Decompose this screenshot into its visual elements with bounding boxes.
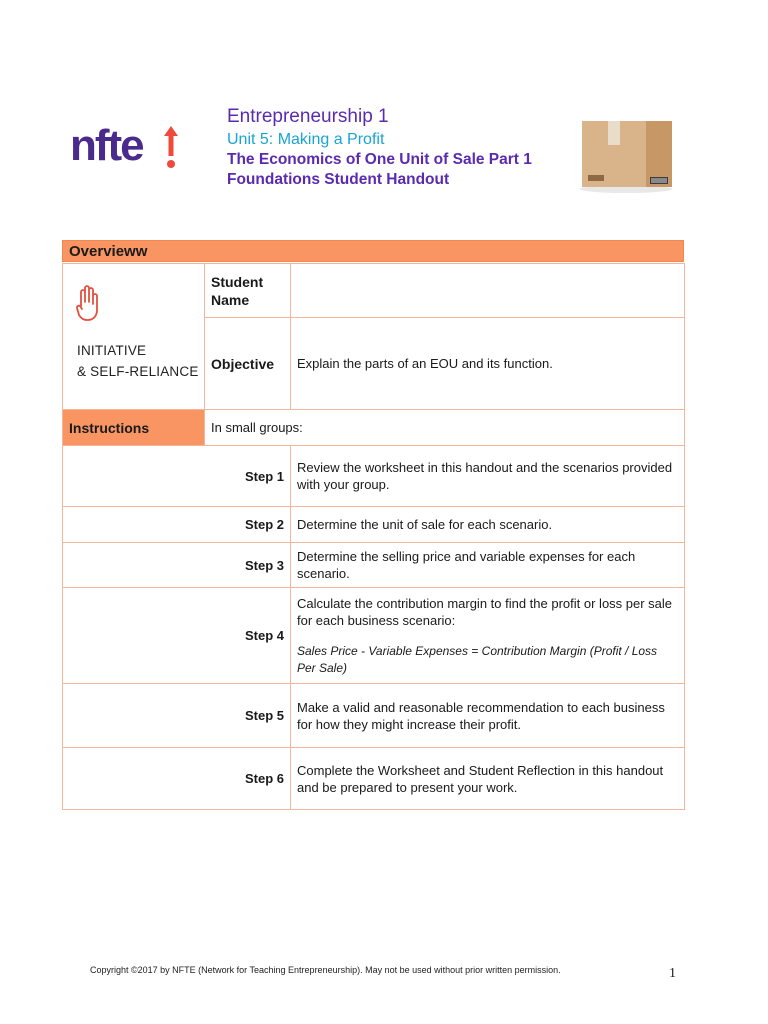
step-text: Determine the unit of sale for each scenario. — [291, 507, 685, 543]
step-text: Calculate the contribution margin to find the profit or loss per sale for each business scenario: — [297, 595, 673, 628]
page-number: 1 — [669, 966, 676, 981]
step-label: Step 2 — [63, 507, 291, 543]
step-label: Step 6 — [63, 748, 291, 810]
instructions-label: Instructions — [63, 410, 205, 446]
handout-title: Foundations Student Handout — [227, 171, 450, 188]
instructions-intro: In small groups: — [205, 410, 685, 446]
step-label: Step 5 — [63, 684, 291, 748]
initiative-badge-cell — [63, 264, 205, 410]
objective-text: Explain the parts of an EOU and its function. — [291, 318, 685, 410]
table-row — [63, 507, 685, 543]
step-label: Step 1 — [63, 446, 291, 507]
document-header — [227, 105, 532, 190]
formula-text: Sales Price - Variable Expenses = Contribution Margin (Profit / Loss Per Sale) — [297, 643, 658, 675]
logo-text: nfte — [70, 121, 143, 170]
step-text: Make a valid and reasonable recommendation to each business for how they might increase their profit. — [291, 684, 685, 748]
initiative-label — [77, 340, 199, 382]
instructions-table — [62, 263, 685, 810]
step-text: Determine the selling price and variable expenses for each scenario. — [291, 543, 685, 588]
table-row — [63, 748, 685, 810]
badge-line-2: & SELF-RELIANCE — [77, 364, 199, 379]
step-text: Review the worksheet in this handout and the scenarios provided with your group. — [291, 446, 685, 507]
step-text: Complete the Worksheet and Student Reflection in this handout and be prepared to present your work. — [291, 748, 685, 810]
overview-header: Overvieww — [62, 240, 684, 262]
table-row — [63, 543, 685, 588]
course-title: Entrepreneurship 1 — [227, 106, 389, 127]
step-label: Step 3 — [63, 543, 291, 588]
table-row — [63, 446, 685, 507]
student-name-field[interactable] — [291, 264, 685, 318]
raised-hand-icon — [75, 284, 101, 324]
table-row — [63, 588, 685, 684]
student-name-label: Student Name — [205, 264, 291, 318]
arrow-up-icon — [164, 126, 178, 170]
copyright-footer: Copyright ©2017 by NFTE (Network for Teaching Entrepreneurship). May not be used without prior written permission. — [90, 965, 561, 975]
table-row — [63, 684, 685, 748]
lesson-title: The Economics of One Unit of Sale Part 1 — [227, 151, 532, 168]
cardboard-box-icon — [578, 115, 676, 195]
objective-label: Objective — [205, 318, 291, 410]
badge-line-1: INITIATIVE — [77, 343, 147, 358]
unit-title: Unit 5: Making a Profit — [227, 131, 385, 148]
step-label: Step 4 — [63, 588, 291, 684]
step-text-with-formula — [291, 588, 685, 684]
nfte-logo — [70, 121, 180, 174]
